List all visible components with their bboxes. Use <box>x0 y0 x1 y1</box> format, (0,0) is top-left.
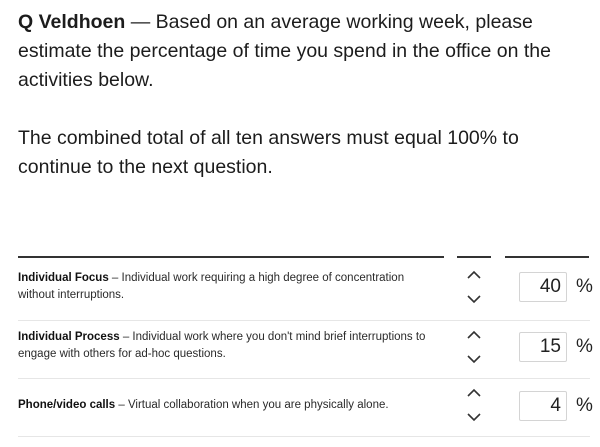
percent-unit: % <box>576 336 593 357</box>
activity-description <box>18 270 438 304</box>
activity-description <box>18 397 438 414</box>
activity-detail: – Individual work requiring a high degree of concentration without interruptions. <box>18 272 405 301</box>
activity-title: Individual Focus <box>18 272 109 284</box>
percentage-input[interactable]: 4 <box>519 391 567 421</box>
question-body: — Based on an average working week, please estimate the percentage of time you spend in the office on the activities below. <box>18 11 551 91</box>
percentage-input[interactable]: 40 <box>519 272 567 302</box>
percent-unit: % <box>576 395 593 416</box>
decrease-chevron-down-icon[interactable] <box>464 410 484 424</box>
percent-unit: % <box>576 276 593 297</box>
respondent-name: Q Veldhoen <box>18 11 126 33</box>
increase-chevron-up-icon[interactable] <box>464 328 484 342</box>
increase-chevron-up-icon[interactable] <box>464 268 484 282</box>
decrease-chevron-down-icon[interactable] <box>464 352 484 366</box>
activity-title: Phone/video calls <box>18 399 116 411</box>
activity-detail: – Virtual collaboration when you are physically alone. <box>115 399 389 411</box>
percentage-input[interactable]: 15 <box>519 332 567 362</box>
column-divider-description <box>18 256 444 258</box>
column-divider-value <box>505 256 589 258</box>
activity-title: Individual Process <box>18 331 120 343</box>
decrease-chevron-down-icon[interactable] <box>464 292 484 306</box>
increase-chevron-up-icon[interactable] <box>464 386 484 400</box>
question-text <box>18 8 578 95</box>
activity-detail: – Individual work where you don't mind brief interruptions to engage with others for ad-hoc questions. <box>18 331 426 360</box>
activity-description <box>18 329 438 363</box>
activity-row <box>18 262 593 321</box>
total-rule-text: The combined total of all ten answers must equal 100% to continue to the next question. <box>18 127 519 178</box>
activity-row <box>18 378 593 437</box>
column-divider-stepper <box>457 256 491 258</box>
activity-row <box>18 320 593 379</box>
